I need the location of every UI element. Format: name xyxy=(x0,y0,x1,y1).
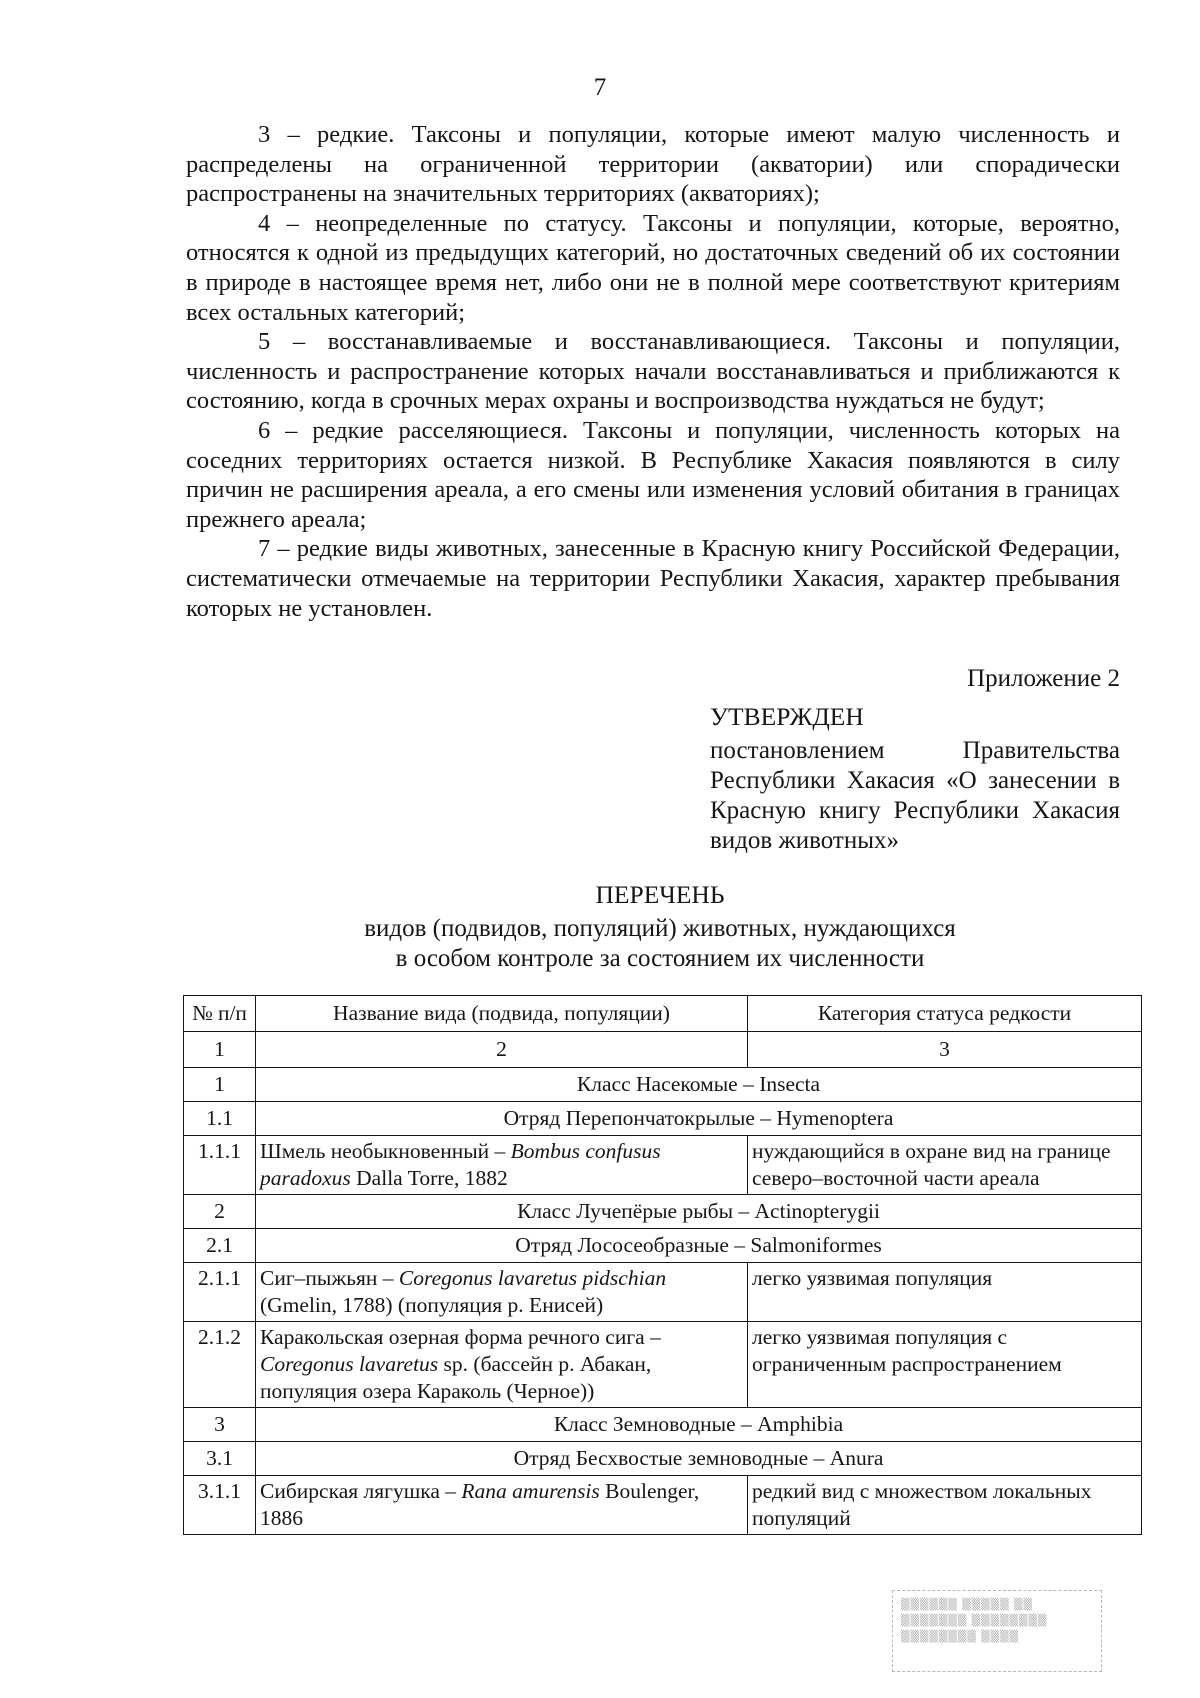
species-name-authority: Boulenger, 1886 xyxy=(260,1479,700,1530)
rarity-status: легко уязвимая популяция xyxy=(748,1263,1142,1322)
rarity-status: редкий вид с множеством локальных популяций xyxy=(748,1476,1142,1535)
list-subtitle-line-1: видов (подвидов, популяций) животных, нуждающихся xyxy=(364,915,956,942)
species-name-russian: Сиг–пыжьян – xyxy=(260,1266,399,1290)
taxon-section-row xyxy=(184,1442,1142,1476)
rarity-status: нуждающийся в охране вид на границе северо–восточной части ареала xyxy=(748,1136,1142,1195)
species-name-russian: Сибирская лягушка – xyxy=(260,1479,462,1503)
row-number: 3.1 xyxy=(184,1442,256,1476)
index-cell: 3 xyxy=(748,1032,1142,1068)
rarity-status: легко уязвимая популяция с ограниченным распространением xyxy=(748,1322,1142,1408)
species-row xyxy=(184,1136,1142,1195)
species-name-latin: Coregonus lavaretus xyxy=(260,1352,439,1376)
taxon-section-title: Класс Насекомые – Insecta xyxy=(256,1068,1142,1102)
row-number: 2.1.2 xyxy=(184,1322,256,1408)
row-number: 2.1 xyxy=(184,1229,256,1263)
table-header-row xyxy=(184,996,1142,1032)
category-3-paragraph: 3 – редкие. Таксоны и популяции, которые имеют малую численность и распределены на ограниченной территории (акватории) или спорадически распространены на значительных территориях (акваториях); xyxy=(186,121,1120,208)
taxon-section-row xyxy=(184,1195,1142,1229)
species-name-authority: sp. (бассейн р. Абакан, популяция озера Караколь (Черное)) xyxy=(260,1352,652,1403)
species-name-authority: (Gmelin, 1788) (популяция р. Енисей) xyxy=(260,1293,604,1317)
species-row xyxy=(184,1263,1142,1322)
appendix-label: Приложение 2 xyxy=(967,665,1120,692)
row-number: 1.1 xyxy=(184,1102,256,1136)
list-title: ПЕРЕЧЕНЬ xyxy=(595,880,725,909)
row-number: 2.1.1 xyxy=(184,1263,256,1322)
species-name xyxy=(256,1263,748,1322)
row-number: 1.1.1 xyxy=(184,1136,256,1195)
index-cell: 1 xyxy=(184,1032,256,1068)
taxon-section-title: Класс Лучепёрые рыбы – Actinopterygii xyxy=(256,1195,1142,1229)
list-heading xyxy=(300,880,1020,974)
species-name xyxy=(256,1136,748,1195)
table-index-row xyxy=(184,1032,1142,1068)
taxon-section-row xyxy=(184,1068,1142,1102)
row-number: 2 xyxy=(184,1195,256,1229)
species-name xyxy=(256,1476,748,1535)
list-subtitle-line-2: в особом контроле за состоянием их численности xyxy=(395,945,925,972)
taxon-section-title: Отряд Перепончатокрылые – Hymenoptera xyxy=(256,1102,1142,1136)
category-7-paragraph: 7 – редкие виды животных, занесенные в Красную книгу Российской Федерации, систематически отмечаемые на территории Республики Хакасия, характер пребывания которых не установлен. xyxy=(186,535,1120,622)
row-number: 3 xyxy=(184,1408,256,1442)
document-stamp: ▒▒▒▒▒▒ ▒▒▒▒▒ ▒▒ ▒▒▒▒▒▒▒ ▒▒▒▒▒▒▒▒ ▒▒▒▒▒▒▒▒ ▒▒▒▒ xyxy=(892,1590,1102,1672)
species-name-russian: Каракольская озерная форма речного сига – xyxy=(260,1325,661,1349)
page-number: 7 xyxy=(593,74,607,101)
category-definitions xyxy=(186,120,1120,623)
species-table xyxy=(183,995,1142,1535)
species-name xyxy=(256,1322,748,1408)
taxon-section-title: Класс Земноводные – Amphibia xyxy=(256,1408,1142,1442)
category-6-paragraph: 6 – редкие расселяющиеся. Таксоны и популяции, численность которых на соседних территориях остается низкой. В Республике Хакасия появляются в силу причин не расширения ареала, а его смены или изменения условий обитания в границах прежнего ареала; xyxy=(186,416,1120,533)
category-4-paragraph: 4 – неопределенные по статусу. Таксоны и популяции, которые, вероятно, относятся к одной из предыдущих категорий, но достаточных сведений об их состоянии в природе в настоящее время нет, либо они не в полной мере соответствуют критериям всех остальных категорий; xyxy=(186,209,1120,326)
approved-heading: УТВЕРЖДЕН xyxy=(710,702,864,731)
species-row xyxy=(184,1476,1142,1535)
appendix-block xyxy=(710,664,1120,856)
taxon-section-row xyxy=(184,1102,1142,1136)
category-5-paragraph: 5 – восстанавливаемые и восстанавливающиеся. Таксоны и популяции, численность и распространение которых начали восстанавливаться и приближаются к состоянию, когда в срочных мерах охраны и воспроизводства нуждаться не будут; xyxy=(186,328,1120,415)
row-number: 1 xyxy=(184,1068,256,1102)
header-status-category: Категория статуса редкости xyxy=(748,996,1142,1032)
approval-text: постановлением Правительства Республики Хакасия «О занесении в Красную книгу Республики Хакасия видов животных» xyxy=(710,737,1120,854)
header-species-name: Название вида (подвида, популяции) xyxy=(256,996,748,1032)
species-row xyxy=(184,1322,1142,1408)
species-name-latin: Bombus confusus paradoxus xyxy=(260,1139,661,1190)
index-cell: 2 xyxy=(256,1032,748,1068)
taxon-section-row xyxy=(184,1408,1142,1442)
species-name-latin: Rana amurensis xyxy=(461,1479,600,1503)
species-name-authority: Dalla Torre, 1882 xyxy=(350,1166,508,1190)
species-name-russian: Шмель необыкновенный – xyxy=(260,1139,511,1163)
taxon-section-row xyxy=(184,1229,1142,1263)
taxon-section-title: Отряд Бесхвостые земноводные – Anura xyxy=(256,1442,1142,1476)
species-name-latin: Coregonus lavaretus pidschian xyxy=(398,1266,667,1290)
taxon-section-title: Отряд Лососеобразные – Salmoniformes xyxy=(256,1229,1142,1263)
row-number: 3.1.1 xyxy=(184,1476,256,1535)
header-number: № п/п xyxy=(184,996,256,1032)
